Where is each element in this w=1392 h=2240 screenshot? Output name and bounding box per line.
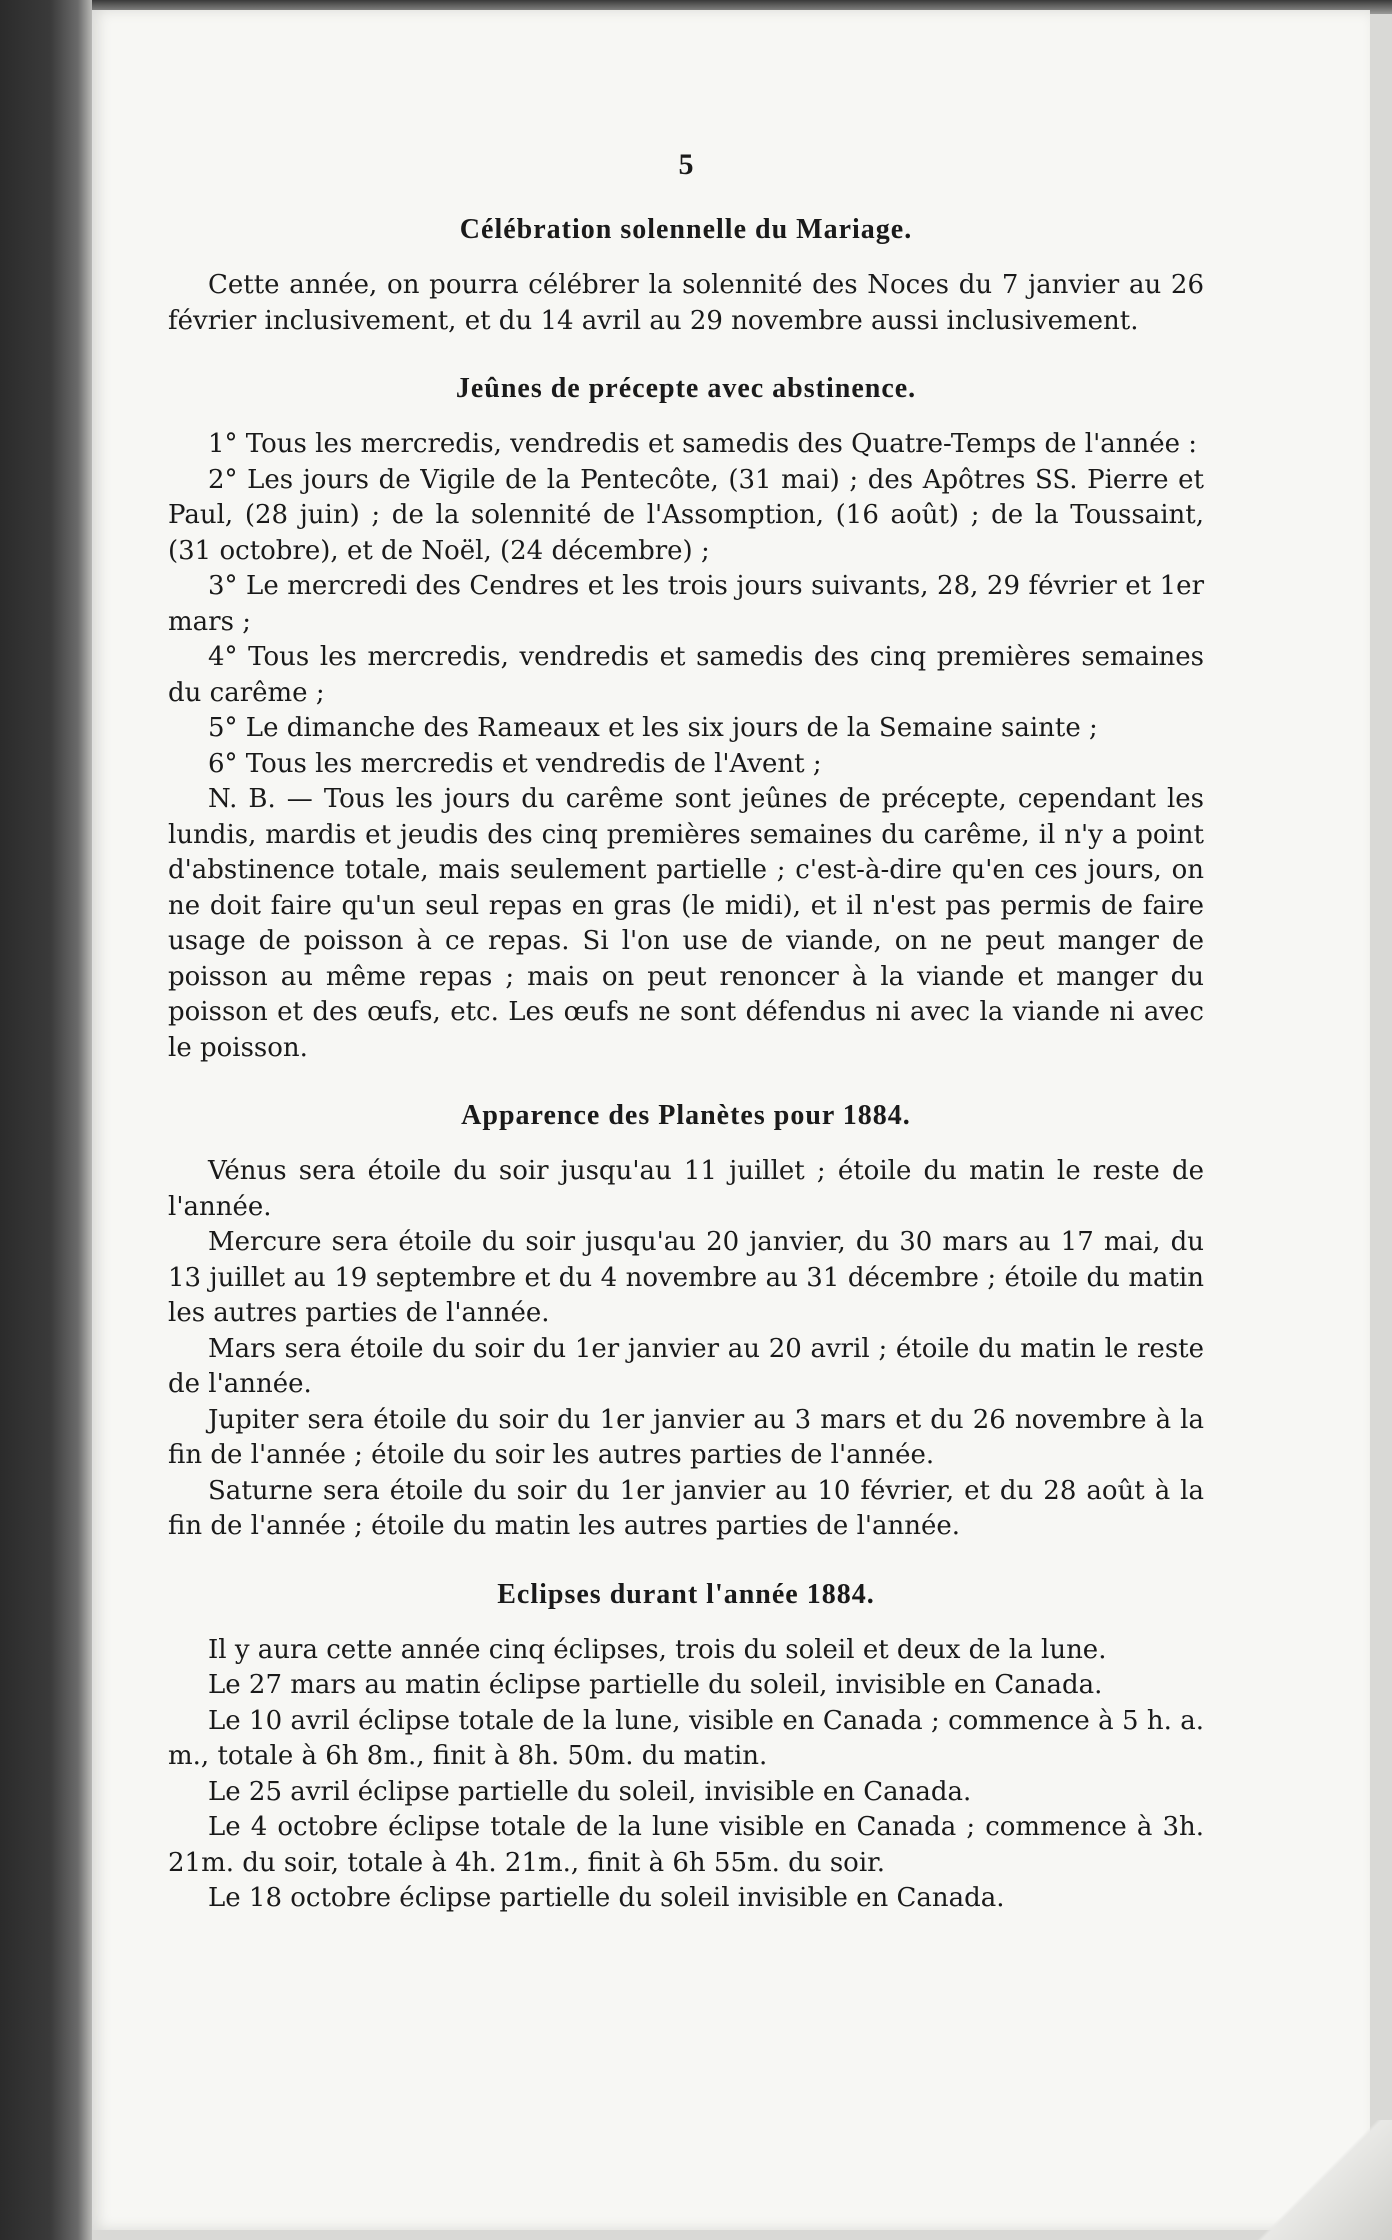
paragraph: 4° Tous les mercredis, vendredis et samedis des cinq premières semaines du carême ; [168, 642, 1204, 708]
paragraph: Vénus sera étoile du soir jusqu'au 11 juillet ; étoile du matin le reste de l'année. [168, 1156, 1204, 1222]
section-heading: Jeûnes de précepte avec abstinence. [455, 373, 917, 404]
page-corner-curl [1252, 2120, 1392, 2240]
paragraph: Jupiter sera étoile du soir du 1er janvier au 3 mars et du 26 novembre à la fin de l'année ; étoile du soir les autres parties de l'année. [168, 1404, 1204, 1470]
paragraph: Le 27 mars au matin éclipse partielle du soleil, invisible en Canada. [208, 1670, 1103, 1700]
paragraph: 2° Les jours de Vigile de la Pentecôte, (31 mai) ; des Apôtres SS. Pierre et Paul, (28 juin) ; de la solennité de l'Assomption, (16 août) ; de la Toussaint, (31 octobre), et de Noël, (24 décembre) ; [168, 464, 1204, 566]
paragraph: Il y aura cette année cinq éclipses, trois du soleil et deux de la lune. [208, 1634, 1107, 1665]
section-heading: Eclipses durant l'année 1884. [497, 1578, 875, 1610]
paragraph: Mercure sera étoile du soir jusqu'au 20 janvier, du 30 mars au 17 mai, du 13 juillet au 19 septembre et du 4 novembre au 31 décembre ; étoile du matin les autres parties de l'année. [168, 1227, 1204, 1328]
paragraph: 1° Tous les mercredis, vendredis et samedis des Quatre-Temps de l'année : [208, 429, 1198, 459]
paragraph: Le 25 avril éclipse partielle du soleil, invisible en Canada. [208, 1776, 972, 1807]
paragraph: 5° Le dimanche des Rameaux et les six jours de la Semaine sainte ; [208, 713, 1098, 743]
section-planets [168, 1100, 1204, 1545]
paragraph: Cette année, on pourra célébrer la solennité des Noces du 7 janvier au 26 février inclusivement, et du 14 avril au 29 novembre aussi inclusivement. [168, 270, 1204, 336]
paragraph: 3° Le mercredi des Cendres et les trois jours suivants, 28, 29 février et 1er mars ; [168, 571, 1204, 637]
paragraph: Mars sera étoile du soir du 1er janvier au 20 avril ; étoile du matin le reste de l'année. [168, 1333, 1204, 1399]
section-marriage [168, 214, 1204, 339]
section-fasting [168, 373, 1204, 1066]
paragraph: Saturne sera étoile du soir du 1er janvier au 10 février, et du 28 août à la fin de l'année ; étoile du matin les autres parties de l'année. [168, 1475, 1204, 1541]
page-number: 5 [678, 148, 694, 181]
paragraph: 6° Tous les mercredis et vendredis de l'Avent ; [208, 748, 822, 779]
book-binding [0, 0, 92, 2240]
paragraph: Le 4 octobre éclipse totale de la lune visible en Canada ; commence à 3h. 21m. du soir, totale à 4h. 21m., finit à 6h 55m. du soir. [168, 1812, 1204, 1878]
paragraph: N. B. — Tous les jours du carême sont jeûnes de précepte, cependant les lundis, mardis et jeudis des cinq premières semaines du carême, il n'y a point d'abstinence totale, mais seulement partielle ; c'est-à-dire qu'en ces jours, on ne doit faire qu'un seul repas en gras (le midi), et il n'est pas permis de faire usage de poisson à ce repas. Si l'on use de viande, on ne peut manger de poisson au même repas ; mais on peut renoncer à la viande et manger du poisson et des œufs, etc. Les œufs ne sont défendus ni avec la viande ni avec le poisson. [168, 784, 1204, 1063]
page-content [168, 148, 1204, 1951]
paragraph: Le 10 avril éclipse totale de la lune, visible en Canada ; commence à 5 h. a. m., totale à 6h 8m., finit à 8h. 50m. du matin. [168, 1705, 1204, 1771]
paragraph: Le 18 octobre éclipse partielle du soleil invisible en Canada. [208, 1883, 1005, 1913]
section-heading: Célébration solennelle du Mariage. [459, 214, 913, 245]
section-eclipses [168, 1579, 1204, 1917]
section-heading: Apparence des Planètes pour 1884. [461, 1100, 911, 1131]
